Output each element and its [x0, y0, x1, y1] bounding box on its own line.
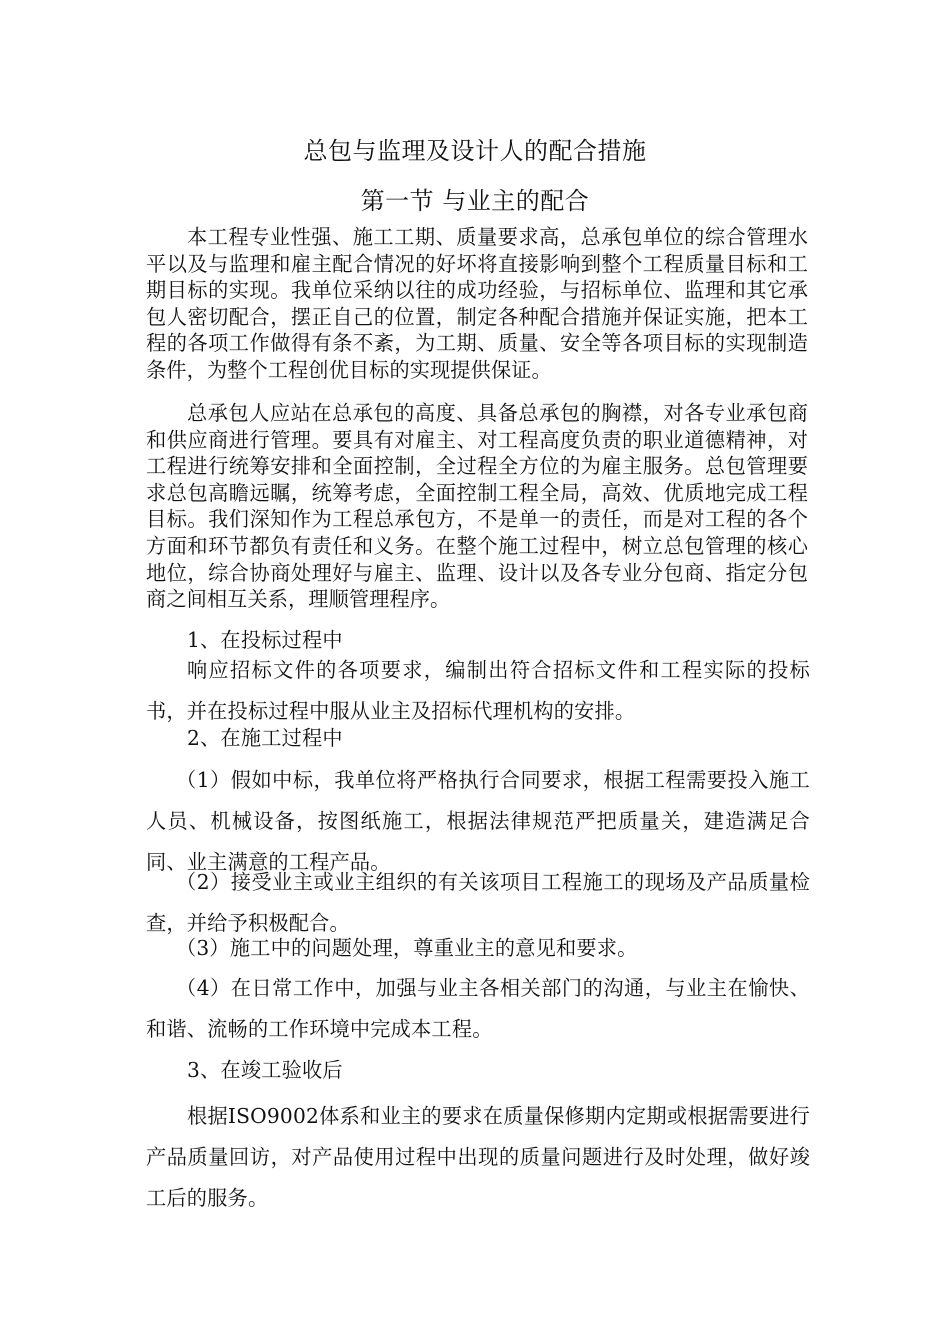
paragraph-bidding: 响应招标文件的各项要求，编制出符合招标文件和工程实际的投标书，并在投标过程中服从业主及招标代理机构的安排。: [146, 658, 810, 723]
paragraph-intro: 本工程专业性强、施工工期、质量要求高，总承包单位的综合管理水平以及与监理和雇主配合情况的好坏将直接影响到整个工程质量目标和工期目标的实现。我单位采纳以往的成功经验，与招标单位、监理和其它承包人密切配合，摆正自己的位置，制定各种配合措施并保证实施，把本工程的各项工作做得有条不紊，为工期、质量、安全等各项目标的实现制造条件，为整个工程创优目标的实现提供保证。: [146, 225, 808, 382]
document-title: 总包与监理及设计人的配合措施: [303, 137, 647, 165]
list-item-1: （1）假如中标，我单位将严格执行合同要求，根据工程需要投入施工人员、机械设备，按图纸施工，根据法律规范严把质量关，建造满足合同、业主满意的工程产品。: [146, 768, 810, 874]
paragraph-completion: 根据ISO9002体系和业主的要求在质量保修期内定期或根据需要进行产品质量回访，对产品使用过程中出现的质量问题进行及时处理，做好竣工后的服务。: [146, 1104, 810, 1210]
list-item-4: （4）在日常工作中，加强与业主各相关部门的沟通，与业主在愉快、和谐、流畅的工作环境中完成本工程。: [146, 976, 810, 1041]
heading-construction: 2、在施工过程中: [187, 726, 343, 750]
paragraph-management: 总承包人应站在总承包的高度、具备总承包的胸襟，对各专业承包商和供应商进行管理。要具有对雇主、对工程高度负责的职业道德精神，对工程进行统筹安排和全面控制，全过程全方位的为雇主服务。总包管理要求总包高瞻远瞩，统筹考虑，全面控制工程全局，高效、优质地完成工程目标。我们深知作为工程总承包方，不是单一的责任，而是对工程的各个方面和环节都负有责任和义务。在整个施工过程中，树立总包管理的核心地位，综合协商处理好与雇主、监理、设计以及各专业分包商、指定分包商之间相互关系，理顺管理程序。: [146, 401, 808, 612]
section-title: 第一节 与业主的配合: [360, 187, 590, 215]
list-item-2: （2）接受业主或业主组织的有关该项目工程施工的现场及产品质量检查，并给予积极配合。: [146, 870, 810, 935]
heading-bidding: 1、在投标过程中: [187, 628, 343, 652]
list-item-3: （3）施工中的问题处理，尊重业主的意见和要求。: [176, 936, 638, 960]
heading-completion: 3、在竣工验收后: [187, 1058, 343, 1082]
